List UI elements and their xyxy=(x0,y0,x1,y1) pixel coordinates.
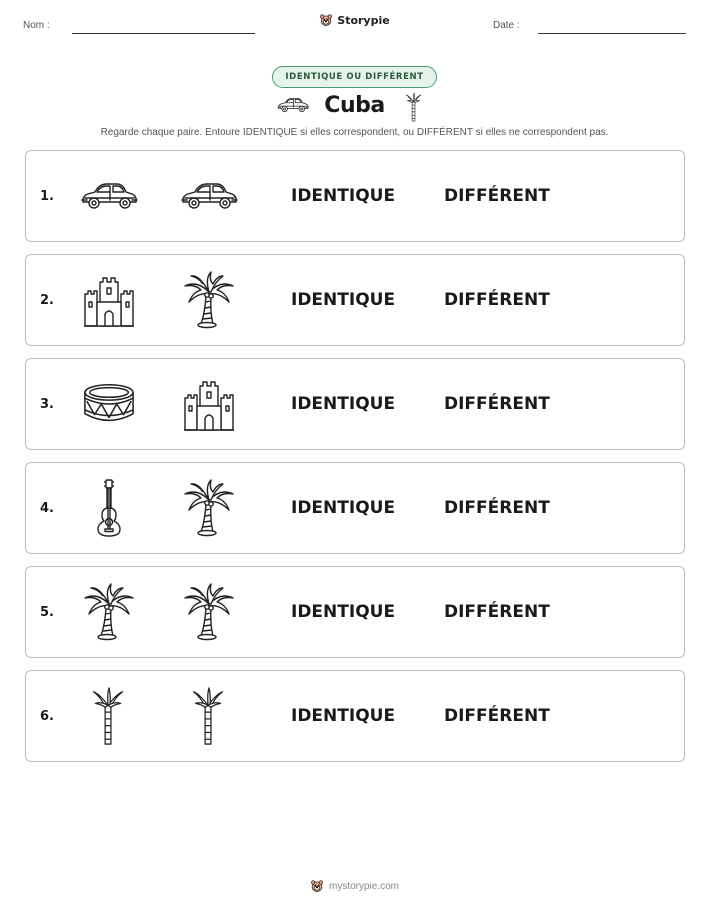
date-field[interactable] xyxy=(538,33,686,34)
castle-icon xyxy=(83,272,135,328)
palm-icon xyxy=(404,92,424,122)
footer xyxy=(0,879,709,893)
option-different[interactable]: DIFFÉRENT xyxy=(444,706,550,726)
car-icon xyxy=(79,178,139,214)
brand-name: Storypie xyxy=(337,13,390,27)
name-label: Nom : xyxy=(23,20,50,31)
palm-tree-icon xyxy=(83,582,135,642)
option-different[interactable]: DIFFÉRENT xyxy=(444,290,550,310)
question-number: 4. xyxy=(40,500,54,516)
question-row-5 xyxy=(25,566,685,658)
guitar-icon xyxy=(94,478,124,538)
thin-palm-icon xyxy=(189,686,229,746)
thin-palm-icon xyxy=(89,686,129,746)
car-icon xyxy=(179,178,239,214)
castle-icon xyxy=(183,376,235,432)
option-identique[interactable]: IDENTIQUE xyxy=(291,706,396,726)
palm-tree-icon xyxy=(183,270,235,330)
brand xyxy=(0,13,709,27)
option-identique[interactable]: IDENTIQUE xyxy=(291,602,396,622)
question-row-4 xyxy=(25,462,685,554)
page-title: Cuba xyxy=(324,93,385,118)
option-different[interactable]: DIFFÉRENT xyxy=(444,394,550,414)
option-different[interactable]: DIFFÉRENT xyxy=(444,498,550,518)
question-number: 2. xyxy=(40,292,54,308)
question-number: 3. xyxy=(40,396,54,412)
question-row-3 xyxy=(25,358,685,450)
storypie-logo-icon xyxy=(310,879,324,893)
drum-icon xyxy=(82,382,136,426)
question-number: 1. xyxy=(40,188,54,204)
option-different[interactable]: DIFFÉRENT xyxy=(444,602,550,622)
option-identique[interactable]: IDENTIQUE xyxy=(291,186,396,206)
palm-tree-icon xyxy=(183,582,235,642)
option-identique[interactable]: IDENTIQUE xyxy=(291,394,396,414)
question-row-2 xyxy=(25,254,685,346)
question-row-1 xyxy=(25,150,685,242)
palm-tree-icon xyxy=(183,478,235,538)
worksheet-tag: IDENTIQUE OU DIFFÉRENT xyxy=(272,66,437,88)
date-label: Date : xyxy=(493,20,520,31)
name-field[interactable] xyxy=(72,33,255,34)
storypie-logo-icon xyxy=(319,13,333,27)
option-identique[interactable]: IDENTIQUE xyxy=(291,290,396,310)
title-row xyxy=(0,91,709,123)
option-identique[interactable]: IDENTIQUE xyxy=(291,498,396,518)
question-row-6 xyxy=(25,670,685,762)
question-number: 6. xyxy=(40,708,54,724)
question-number: 5. xyxy=(40,604,54,620)
instructions: Regarde chaque paire. Entoure IDENTIQUE si elles correspondent, ou DIFFÉRENT si elles ne correspondent pas. xyxy=(100,127,609,138)
footer-site[interactable]: mystorypie.com xyxy=(328,880,399,892)
option-different[interactable]: DIFFÉRENT xyxy=(444,186,550,206)
